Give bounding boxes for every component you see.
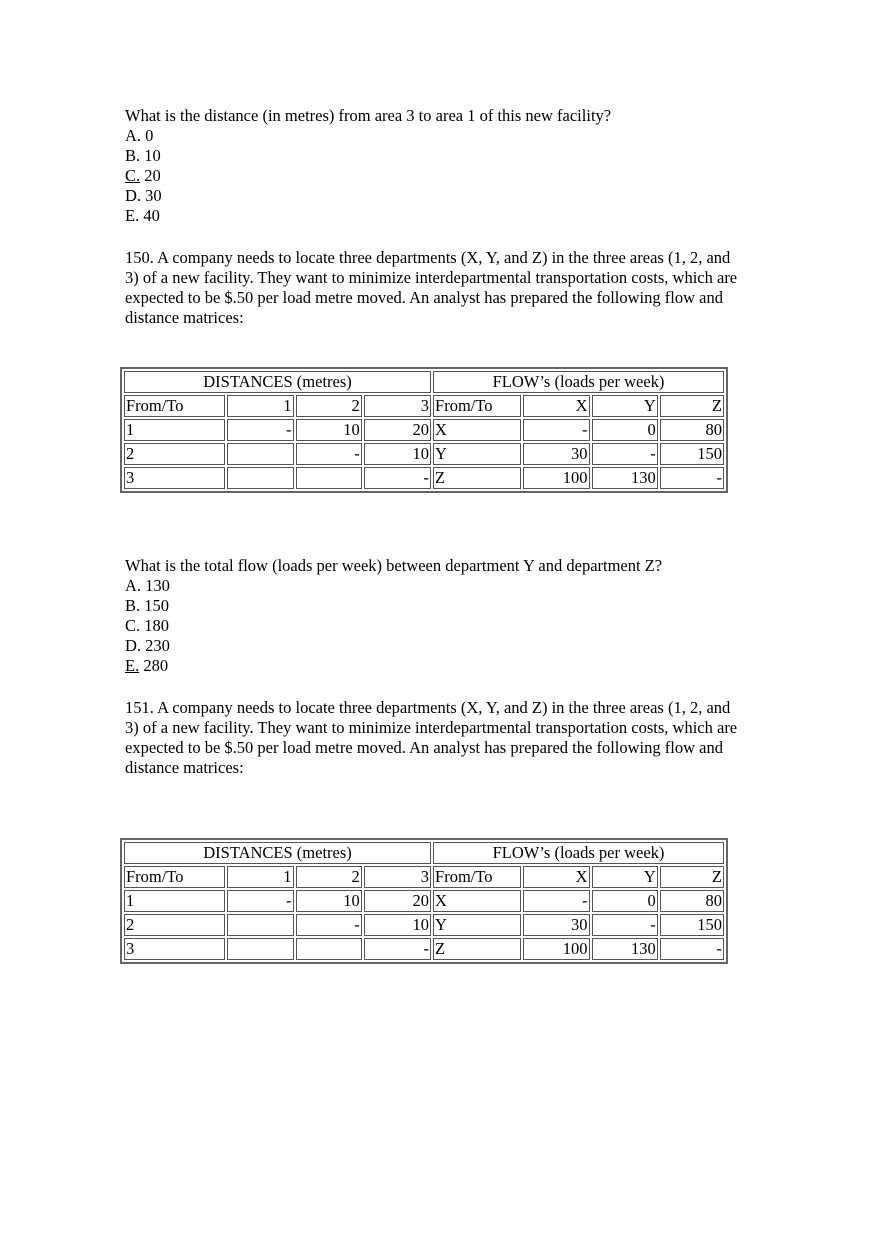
answer-options <box>125 576 775 676</box>
table-cell: - <box>296 443 362 465</box>
option-a: A. 0 <box>125 126 154 145</box>
intro-line: expected to be $.50 per load metre moved. An analyst has prepared the following flow and <box>125 288 723 307</box>
table-cell: - <box>523 419 589 441</box>
table-cell: Y <box>592 395 658 417</box>
table-cell <box>227 467 293 489</box>
table-cell: 3 <box>124 467 225 489</box>
table-cell <box>296 467 362 489</box>
intro-line: distance matrices: <box>125 758 244 777</box>
table-cell: 150 <box>660 443 724 465</box>
answer-options <box>125 126 775 226</box>
distances-title: DISTANCES (metres) <box>124 842 431 864</box>
table-cell: 2 <box>124 443 225 465</box>
table-cell <box>296 938 362 960</box>
option-d: D. 230 <box>125 636 170 655</box>
table-cell: - <box>660 467 724 489</box>
intro-line: 150. A company needs to locate three departments (X, Y, and Z) in the three areas (1, 2, and <box>125 248 731 267</box>
table-cell: 0 <box>592 419 658 441</box>
table-cell: - <box>227 419 293 441</box>
table-cell: Y <box>592 866 658 888</box>
intro-line: distance matrices: <box>125 308 244 327</box>
table-row <box>124 419 724 441</box>
distance-flow-matrix <box>120 367 728 493</box>
table-cell: 80 <box>660 890 724 912</box>
table-cell: 20 <box>364 890 431 912</box>
table-cell: - <box>523 890 589 912</box>
table-cell: 10 <box>296 419 362 441</box>
table-cell: - <box>364 467 431 489</box>
table-cell: 3 <box>364 866 431 888</box>
table-cell: From/To <box>124 866 225 888</box>
table-cell: 100 <box>523 938 589 960</box>
option-a: A. 130 <box>125 576 170 595</box>
table-row <box>124 914 724 936</box>
table-row <box>124 938 724 960</box>
intro-line: expected to be $.50 per load metre moved. An analyst has prepared the following flow and <box>125 738 723 757</box>
option-e-correct: E. 280 <box>125 656 169 675</box>
table-cell: Z <box>660 866 724 888</box>
table-cell: 30 <box>523 914 589 936</box>
table-cell: X <box>523 866 589 888</box>
option-c-correct: C. 20 <box>125 166 161 185</box>
table-cell: 3 <box>364 395 431 417</box>
table-cell: 150 <box>660 914 724 936</box>
flows-title: FLOW’s (loads per week) <box>433 371 724 393</box>
distance-flow-matrix <box>120 838 728 964</box>
table-cell: From/To <box>124 395 225 417</box>
table-cell: - <box>592 443 658 465</box>
table-cell <box>227 914 293 936</box>
table-cell: 130 <box>592 467 658 489</box>
table-cell: From/To <box>433 866 521 888</box>
table-cell: X <box>433 419 521 441</box>
table-cell: 2 <box>296 866 362 888</box>
table-cell: 10 <box>364 443 431 465</box>
table-cell: Z <box>433 467 521 489</box>
table-cell: X <box>433 890 521 912</box>
table-cell: - <box>296 914 362 936</box>
table-cell: 80 <box>660 419 724 441</box>
question-150 <box>125 556 775 676</box>
question-151-intro <box>125 698 775 778</box>
table-row <box>124 467 724 489</box>
table-cell: 130 <box>592 938 658 960</box>
table-cell: From/To <box>433 395 521 417</box>
option-c: C. 180 <box>125 616 170 635</box>
table-cell: Z <box>660 395 724 417</box>
table-cell: Y <box>433 443 521 465</box>
table-cell: X <box>523 395 589 417</box>
table-cell: 2 <box>124 914 225 936</box>
table-cell: 100 <box>523 467 589 489</box>
distances-title: DISTANCES (metres) <box>124 371 431 393</box>
matrix-title-row <box>124 371 724 393</box>
question-text: What is the total flow (loads per week) between department Y and department Z? <box>125 556 663 575</box>
table-cell: Y <box>433 914 521 936</box>
table-cell: 30 <box>523 443 589 465</box>
table-cell: 0 <box>592 890 658 912</box>
table-cell: 3 <box>124 938 225 960</box>
option-e: E. 40 <box>125 206 160 225</box>
table-cell: 1 <box>227 866 293 888</box>
matrix-title-row <box>124 842 724 864</box>
table-cell <box>227 443 293 465</box>
intro-line: 3) of a new facility. They want to minimize interdepartmental transportation costs, which are <box>125 718 738 737</box>
table-cell: 10 <box>296 890 362 912</box>
question-text: What is the distance (in metres) from area 3 to area 1 of this new facility? <box>125 106 612 125</box>
table-cell: - <box>660 938 724 960</box>
table-cell: Z <box>433 938 521 960</box>
intro-line: 3) of a new facility. They want to minimize interdepartmental transportation costs, which are <box>125 268 738 287</box>
table-row <box>124 443 724 465</box>
intro-line: 151. A company needs to locate three departments (X, Y, and Z) in the three areas (1, 2, and <box>125 698 731 717</box>
table-cell: - <box>592 914 658 936</box>
table-cell: 10 <box>364 914 431 936</box>
table-cell: 20 <box>364 419 431 441</box>
table-cell: 2 <box>296 395 362 417</box>
table-cell: - <box>227 890 293 912</box>
question-150-intro <box>125 248 775 328</box>
table-row <box>124 890 724 912</box>
table-cell: 1 <box>124 419 225 441</box>
table-cell: - <box>364 938 431 960</box>
matrix-header-row <box>124 395 724 417</box>
option-b: B. 10 <box>125 146 161 165</box>
option-b: B. 150 <box>125 596 170 615</box>
matrix-header-row <box>124 866 724 888</box>
table-cell: 1 <box>124 890 225 912</box>
table-cell <box>227 938 293 960</box>
option-d: D. 30 <box>125 186 162 205</box>
flows-title: FLOW’s (loads per week) <box>433 842 724 864</box>
table-cell: 1 <box>227 395 293 417</box>
question-149 <box>125 106 775 226</box>
